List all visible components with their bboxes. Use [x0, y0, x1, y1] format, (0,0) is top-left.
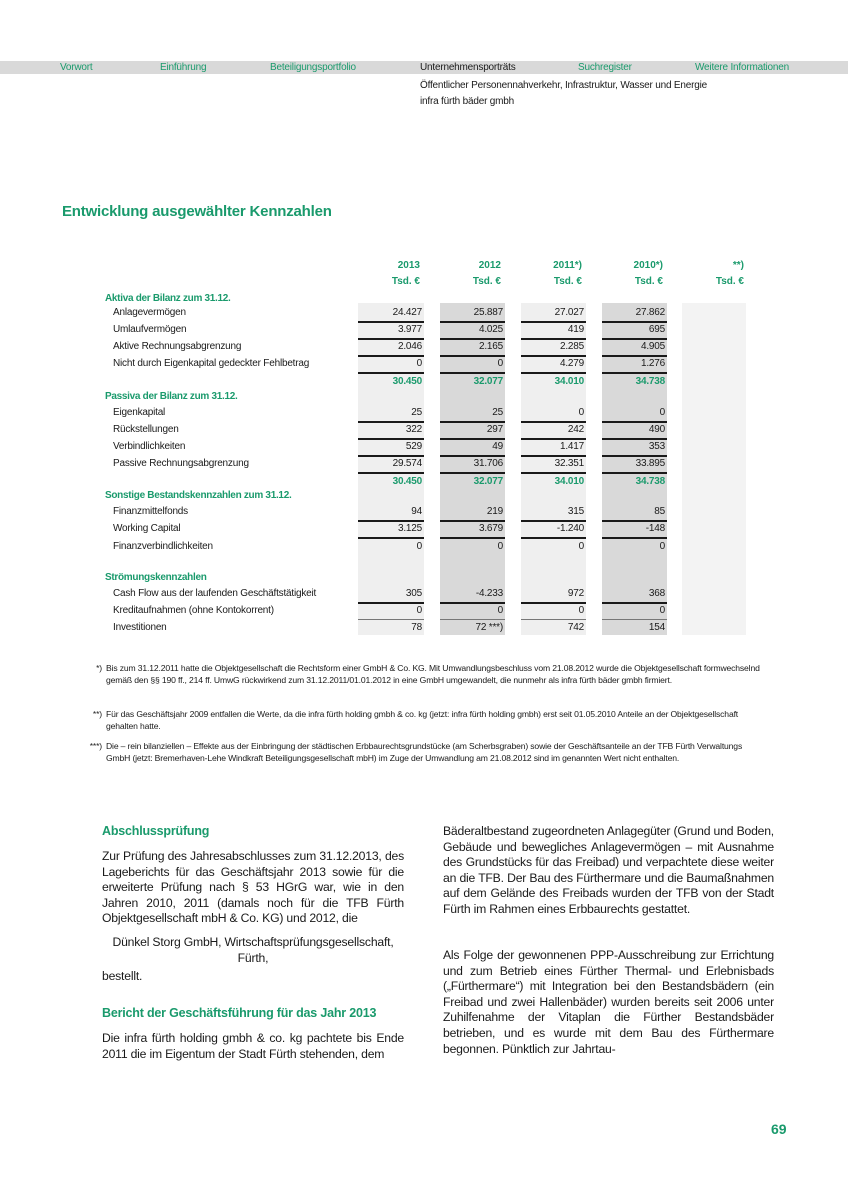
row-label: Finanzmittelfonds — [113, 506, 188, 517]
table-cell: 322 — [405, 424, 422, 435]
section-heading: Aktiva der Bilanz zum 31.12. — [105, 293, 231, 304]
table-cell: 0 — [497, 541, 503, 552]
table-cell: 0 — [416, 541, 422, 552]
row-label: Finanzverbindlichkeiten — [113, 541, 213, 552]
row-divider — [440, 520, 505, 522]
table-cell: 27.862 — [635, 307, 665, 318]
row-label: Investitionen — [113, 622, 167, 633]
nav-beteiligungsportfolio[interactable]: Beteiligungsportfolio — [270, 62, 356, 73]
row-divider — [602, 372, 667, 374]
table-cell: 32.351 — [554, 458, 584, 469]
row-divider — [358, 619, 424, 620]
table-cell: 3.977 — [397, 324, 422, 335]
row-divider — [602, 421, 667, 423]
table-cell: -1.240 — [556, 523, 584, 534]
row-divider — [358, 537, 424, 539]
table-cell: 25 — [492, 407, 503, 418]
table-cell: 1.276 — [640, 358, 665, 369]
table-cell: 0 — [578, 605, 584, 616]
table-cell: 25 — [411, 407, 422, 418]
row-divider — [521, 338, 586, 340]
table-cell: 33.895 — [635, 458, 665, 469]
table-cell: 0 — [497, 605, 503, 616]
row-divider — [521, 372, 586, 374]
row-label: Passive Rechnungsabgrenzung — [113, 458, 249, 469]
nav-einfuehrung[interactable]: Einführung — [160, 62, 207, 73]
table-cell: 4.279 — [559, 358, 584, 369]
table-cell: 94 — [411, 506, 422, 517]
column-header-year: 2010*) — [633, 260, 663, 271]
row-divider — [521, 321, 586, 323]
row-divider — [358, 520, 424, 522]
row-divider — [521, 537, 586, 539]
table-sum-cell: 30.450 — [392, 476, 422, 487]
row-label: Anlagevermögen — [113, 307, 186, 318]
row-divider — [602, 455, 667, 457]
table-cell: 219 — [486, 506, 503, 517]
footnote-text: Für das Geschäftsjahr 2009 entfallen die Werte, da die infra fürth holding gmbh & co. kg (jetzt: infra fürth holding gmbh) erst seit 01.05.2010 Anteile an der Objektgesellschaft gehalten hatte. — [106, 709, 739, 731]
row-divider — [521, 421, 586, 423]
section-heading: Sonstige Bestandskennzahlen zum 31.12. — [105, 490, 292, 501]
row-divider — [602, 438, 667, 440]
column-bg-empty — [682, 303, 746, 635]
footnote — [89, 740, 762, 764]
row-divider — [440, 602, 505, 604]
table-cell: 24.427 — [392, 307, 422, 318]
row-divider — [358, 455, 424, 457]
column-header-year: 2012 — [478, 260, 501, 271]
footnote — [96, 662, 762, 686]
page-title: Entwicklung ausgewählter Kennzahlen — [62, 203, 332, 220]
row-divider — [602, 472, 667, 474]
column-header-unit: Tsd. € — [715, 276, 744, 287]
table-cell: 2.165 — [478, 341, 503, 352]
table-cell: 25.887 — [473, 307, 503, 318]
table-sum-cell: 34.738 — [635, 376, 665, 387]
table-cell: 419 — [567, 324, 584, 335]
table-cell: 305 — [405, 588, 422, 599]
row-label: Rückstellungen — [113, 424, 179, 435]
row-label: Cash Flow aus der laufenden Geschäftstätigkeit — [113, 588, 317, 599]
table-cell: 0 — [578, 407, 584, 418]
nav-weitere-informationen[interactable]: Weitere Informationen — [695, 62, 789, 73]
row-divider — [602, 602, 667, 604]
table-cell: 0 — [497, 358, 503, 369]
heading-bericht: Bericht der Geschäftsführung für das Jahr 2013 — [102, 1006, 377, 1020]
table-cell: 972 — [567, 588, 584, 599]
row-divider — [602, 537, 667, 539]
section-heading: Passiva der Bilanz zum 31.12. — [105, 391, 238, 402]
footnote-mark: **) — [92, 709, 102, 719]
table-sum-cell: 32.077 — [473, 476, 503, 487]
table-cell: 2.285 — [559, 341, 584, 352]
table-cell: 353 — [648, 441, 665, 452]
table-cell: 0 — [416, 358, 422, 369]
footnote-text: Bis zum 31.12.2011 hatte die Objektgesellschaft die Rechtsform einer GmbH & Co. KG. Mit Umwandlungsbeschluss vom 21.08.2012 wurde die Objektgesellschaft formwechselnd gemäß den §§ 190 ff., 214 ff. UmwG rückwirkend zum 31.12.2011/01.01.2012 in eine GmbH umgewandelt, die nunmehr als infra fürth bäder gmbh firmiert. — [106, 663, 760, 685]
row-divider — [358, 355, 424, 357]
column-header-year: 2011*) — [553, 260, 582, 271]
row-divider — [440, 455, 505, 457]
table-cell: 78 — [411, 622, 422, 633]
footnote-mark: ***) — [89, 741, 102, 751]
nav-suchregister[interactable]: Suchregister — [578, 62, 632, 73]
column-header-unit: Tsd. € — [553, 276, 582, 287]
table-cell: -148 — [645, 523, 665, 534]
row-divider — [602, 619, 667, 620]
table-cell: 490 — [648, 424, 665, 435]
table-cell: 3.679 — [478, 523, 503, 534]
table-cell: 2.046 — [397, 341, 422, 352]
table-cell: 315 — [567, 506, 584, 517]
table-cell: 368 — [648, 588, 665, 599]
table-cell: 31.706 — [473, 458, 503, 469]
row-divider — [358, 602, 424, 604]
table-cell: 297 — [486, 424, 503, 435]
right-paragraph-2: Als Folge der gewonnenen PPP-Ausschreibung zur Errichtung und zum Betrieb eines Fürther Thermal- und Erlebnisbads („Fürthermare“) mit Integration bei den Bestandsbädern (ein Freibad und zwei Hallenbäder) wurden bereits seit 2006 unter Zuhilfenahme der Vitaplan die Fürther Bestandsbäder betrieben, und es wurde mit dem Bau des Fürthermare begonnen. Pünktlich zur Jahrtau- — [443, 948, 774, 1056]
column-header-year: 2013 — [397, 260, 420, 271]
audit-paragraph: Zur Prüfung des Jahresabschlusses zum 31.12.2013, des Lageberichts für das Geschäftsjahr 2013 sowie für die erweiterte Prüfung nach § 53 HGrG war, wie in den Jahren 2010, 2011 (damals noch für die TFB Fürth Objektgesellschaft mbH & Co. KG) und 2012, die — [102, 849, 404, 926]
section-heading: Strömungskennzahlen — [105, 572, 207, 583]
report-paragraph: Die infra fürth holding gmbh & co. kg pachtete bis Ende 2011 die im Eigentum der Stadt Fürth stehenden, dem — [102, 1031, 404, 1061]
table-cell: 695 — [648, 324, 665, 335]
table-cell: 529 — [405, 441, 422, 452]
table-sum-cell: 32.077 — [473, 376, 503, 387]
table-cell: 1.417 — [559, 441, 584, 452]
footnote — [92, 708, 762, 732]
table-cell: 154 — [648, 622, 665, 633]
row-divider — [602, 321, 667, 323]
row-divider — [602, 338, 667, 340]
table-cell: 0 — [659, 541, 665, 552]
row-divider — [521, 355, 586, 357]
table-sum-cell: 34.010 — [554, 376, 584, 387]
row-divider — [440, 372, 505, 374]
footnote-text: Die – rein bilanziellen – Effekte aus der Einbringung der städtischen Erbbaurechtsgrundstücke (am Scherbsgraben) sowie der Geschäftsanteile an der TFB Fürth Verwaltungs GmbH (jetzt: Bremerhaven-Lehe Windkraft Beteiligungsgesellschaft mbH) im Zuge der Umwandlung am 21.08.2012 sind im genannten Wert nicht enthalten. — [106, 741, 743, 763]
row-divider — [358, 421, 424, 423]
table-sum-cell: 34.738 — [635, 476, 665, 487]
column-header-unit: Tsd. € — [472, 276, 501, 287]
auditor-city: Fürth, — [237, 951, 269, 965]
table-cell: 85 — [654, 506, 665, 517]
row-label: Verbindlichkeiten — [113, 441, 186, 452]
table-cell: -4.233 — [475, 588, 503, 599]
row-divider — [440, 338, 505, 340]
row-divider — [521, 520, 586, 522]
row-divider — [521, 455, 586, 457]
row-label: Eigenkapital — [113, 407, 166, 418]
table-cell: 4.025 — [478, 324, 503, 335]
column-header-unit: Tsd. € — [634, 276, 663, 287]
table-cell: 72 ***) — [475, 622, 503, 633]
footnote-mark: *) — [96, 663, 102, 673]
table-cell: 242 — [567, 424, 584, 435]
breadcrumb-category: Öffentlicher Personennahverkehr, Infrastruktur, Wasser und Energie — [420, 80, 707, 91]
row-divider — [440, 355, 505, 357]
row-divider — [440, 421, 505, 423]
row-divider — [358, 438, 424, 440]
row-divider — [440, 537, 505, 539]
row-divider — [521, 602, 586, 604]
row-divider — [440, 321, 505, 323]
row-divider — [602, 355, 667, 357]
row-label: Nicht durch Eigenkapital gedeckter Fehlbetrag — [113, 358, 310, 369]
table-cell: 742 — [567, 622, 584, 633]
table-sum-cell: 30.450 — [392, 376, 422, 387]
row-label: Aktive Rechnungsabgrenzung — [113, 341, 242, 352]
row-divider — [521, 619, 586, 620]
row-divider — [358, 321, 424, 323]
table-cell: 0 — [578, 541, 584, 552]
row-divider — [440, 472, 505, 474]
row-label: Kreditaufnahmen (ohne Kontokorrent) — [113, 605, 274, 616]
column-header-unit: Tsd. € — [391, 276, 420, 287]
nav-vorwort[interactable]: Vorwort — [60, 62, 93, 73]
top-navigation — [0, 61, 848, 74]
table-cell: 4.905 — [640, 341, 665, 352]
table-cell: 49 — [492, 441, 503, 452]
row-divider — [358, 472, 424, 474]
nav-unternehmensportraets[interactable]: Unternehmensporträts — [420, 62, 516, 73]
row-divider — [440, 438, 505, 440]
column-header-year: **) — [732, 260, 744, 271]
row-label: Umlaufvermögen — [113, 324, 187, 335]
auditor-name: Dünkel Storg GmbH, Wirtschaftsprüfungsgesellschaft, — [112, 935, 394, 949]
heading-abschlusspruefung: Abschlussprüfung — [102, 824, 210, 838]
row-divider — [358, 338, 424, 340]
table-cell: 0 — [659, 605, 665, 616]
table-cell: 0 — [659, 407, 665, 418]
row-divider — [440, 619, 505, 620]
row-divider — [602, 520, 667, 522]
table-cell: 27.027 — [554, 307, 584, 318]
table-sum-cell: 34.010 — [554, 476, 584, 487]
row-divider — [521, 438, 586, 440]
row-divider — [521, 472, 586, 474]
row-divider — [358, 372, 424, 374]
table-cell: 3.125 — [397, 523, 422, 534]
row-label: Working Capital — [113, 523, 181, 534]
audit-end: bestellt. — [102, 969, 143, 983]
table-cell: 0 — [416, 605, 422, 616]
right-paragraph-1: Bäderaltbestand zugeordneten Anlagegüter (Grund und Boden, Gebäude und bewegliches Anlagevermögen – mit Ausnahme des Grundstücks für das Freibad) und verpachtete diese weiter an die TFB. Der Bau des Fürthermare und die Baumaßnahmen auf dem Gelände des Freibads wurden der TFB von der Stadt Fürth im Rahmen eines Erbbaurechts gestattet. — [443, 824, 774, 916]
table-cell: 29.574 — [392, 458, 422, 469]
breadcrumb-company: infra fürth bäder gmbh — [420, 96, 514, 107]
page-number: 69 — [771, 1121, 787, 1137]
